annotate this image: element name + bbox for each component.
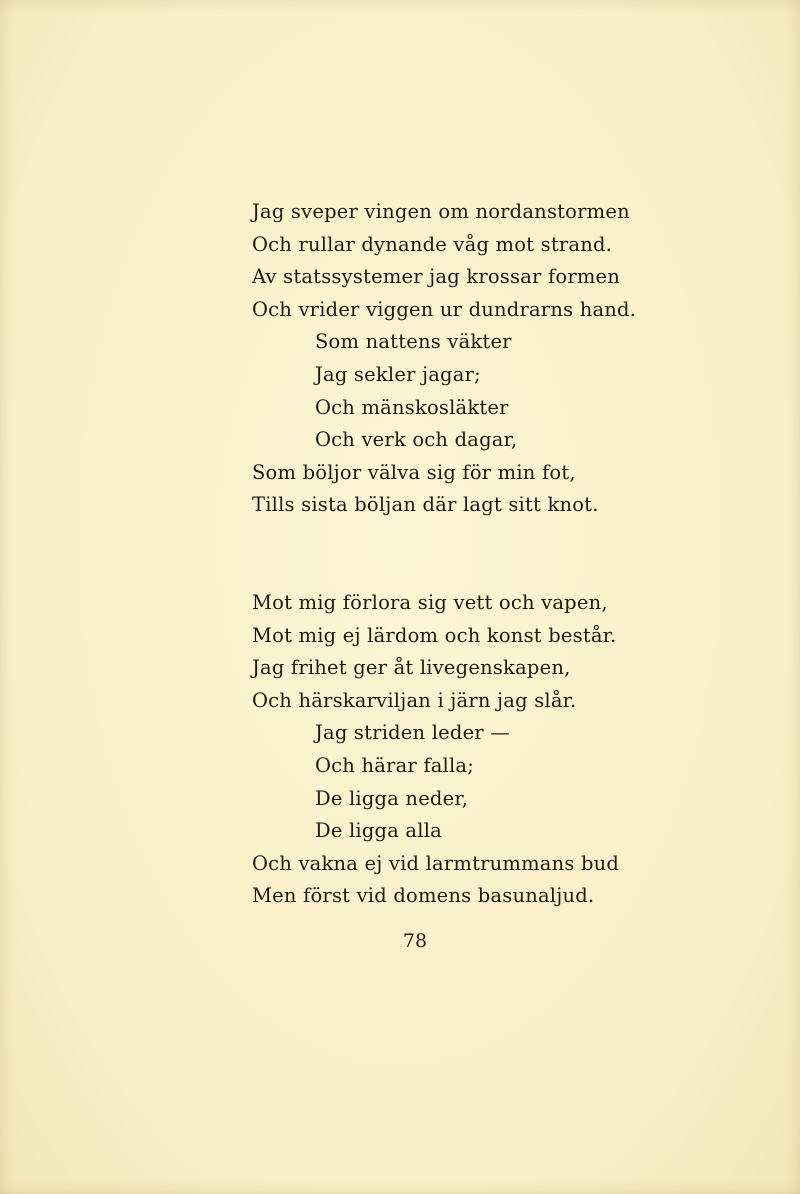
poem-line: Tills sista böljan där lagt sitt knot. [252,493,599,517]
poem-line-indented: Som nattens väkter [315,330,512,354]
poem-line: Och vakna ej vid larmtrummans bud [252,851,620,875]
poem-line-indented: Jag sekler jagar; [315,362,481,386]
poem-line-indented: De ligga alla [315,819,442,843]
poem-line: Mot mig förlora sig vett och vapen, [252,591,608,614]
poem-line: Som böljor välva sig för min fot, [252,460,576,484]
poem-line: Och vrider viggen ur dundrarns hand. [252,297,637,321]
poem-line: Jag frihet ger åt livegenskapen, [252,656,571,680]
poem-line: Och härskarviljan i järn jag slår. [252,688,577,712]
poem-line-indented: Jag striden leder — [315,721,510,745]
poem-line: Av statssystemer jag krossar formen [252,265,621,289]
poem-line: Mot mig ej lärdom och konst består. [252,623,617,647]
poem-line: Men först vid domens basunaljud. [252,884,595,908]
poem-line-indented: Och härar falla; [315,753,475,777]
stanza-1 [252,196,636,522]
poem-line: Och rullar dynande våg mot strand. [252,232,613,256]
poem-line-indented: De ligga neder, [315,786,469,810]
poem-line-indented: Och verk och dagar, [315,428,518,452]
poem-line-indented: Och mänskosläkter [315,395,509,419]
poem-line: Jag sveper vingen om nordanstormen [252,200,630,223]
stanza-2 [252,587,619,913]
page-number: 78 [402,930,428,952]
